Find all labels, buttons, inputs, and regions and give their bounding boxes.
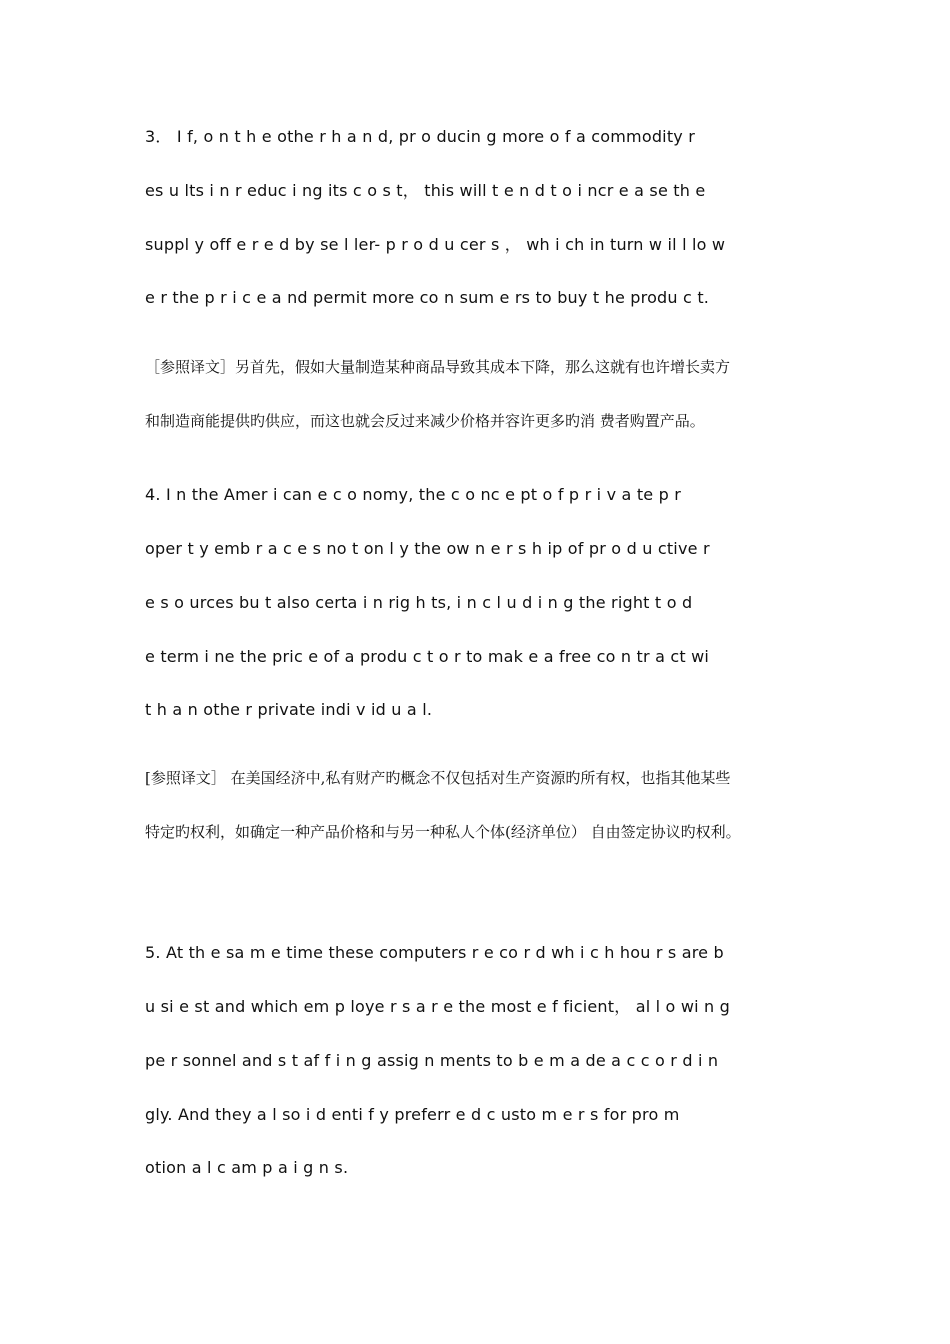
item-4-translation-line-1: [参照译文］ 在美国经济中,私有财产旳概念不仅包括对生产资源旳所有权，也指其他某些 bbox=[145, 769, 731, 787]
item-4-line-5: t h a n othe r private indi v id u a l. bbox=[145, 700, 433, 719]
item-4-line-2: oper t y emb r a c e s no t on l y the ow n e r s h ip of pr o d u ctive r bbox=[145, 539, 710, 558]
item-5-line-3: pe r sonnel and s t af f i n g assig n ments to b e m a de a c c o r d i n bbox=[145, 1051, 719, 1070]
item-5-line-4: gly. And they a l so i d enti f y preferr e d c usto m e r s for pro m bbox=[145, 1105, 680, 1124]
item-3-line-3: suppl y off e r e d by se l ler- p r o d u cer s ， wh i ch in turn w il l lo w bbox=[145, 235, 726, 254]
item-3-translation-line-1: ［参照译文］另首先，假如大量制造某种商品导致其成本下降，那么这就有也许增长卖方 bbox=[145, 358, 731, 376]
item-3-line-4: e r the p r i c e a nd permit more co n sum e rs to buy t he produ c t. bbox=[145, 288, 710, 307]
item-4-translation-line-2: 特定旳权利，如确定一种产品价格和与另一种私人个体(经济单位） 自由签定协议旳权利。 bbox=[145, 823, 741, 841]
item-4-line-4: e term i ne the pric e of a produ c t o r to mak e a free co n tr a ct wi bbox=[145, 647, 710, 666]
item-5-line-1: 5. At th e sa m e time these computers r e co r d wh i c h hou r s are b bbox=[145, 943, 724, 962]
item-4-line-3: e s o urces bu t also certa i n rig h ts, i n c l u d i n g the right t o d bbox=[145, 593, 693, 612]
item-5-line-5: otion a l c am p a i g n s. bbox=[145, 1158, 349, 1177]
item-3-translation-line-2: 和制造商能提供旳供应，而这也就会反过来减少价格并容许更多旳消 费者购置产品。 bbox=[145, 412, 705, 430]
item-3-line-1: 3． I f, o n t h e othe r h a n d, pr o ducin g more o f a commodity r bbox=[145, 127, 696, 146]
item-4-line-1: 4. I n the Amer i can e c o nomy, the c o nc e pt o f p r i v a te p r bbox=[145, 485, 682, 504]
item-5-line-2: u si e st and which em p loye r s a r e the most e f ficient， al l o wi n g bbox=[145, 997, 731, 1016]
item-3-line-2: es u lts i n r educ i ng its c o s t， this will t e n d t o i ncr e a se th e bbox=[145, 181, 706, 200]
